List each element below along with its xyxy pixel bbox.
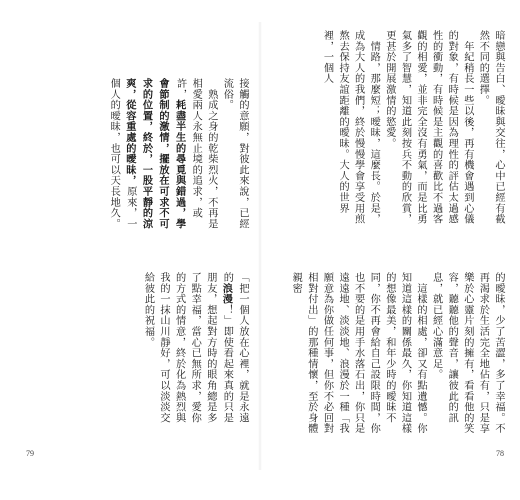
- right-page: [264, 22, 512, 470]
- page-number-left: 79: [26, 449, 34, 458]
- right-page-top-paragraph: 暗戀與告白、曖昧與交往，心中已經有截然不同的選擇。 年紀稍長一些以後，再有機會遇到心儀的對象，有時候是因為理性的評估太過感性的衝動，有時候是主觀的喜歡比不過客觀的相愛，並非完全沒有勇氣，而是比勇氣多了智慧，知道此刻按兵不動的欣賞，更甚於開展激情的慾愛。 情路，那麼短；曖昧，這麼長。於是，成為大人的我們，終於慢慢學會享受用煎熬去保持友誼距離的曖昧。大人的世界裡，一個人: [321, 30, 504, 225]
- left-page-top-paragraph: [108, 78, 250, 234]
- left-page-bottom-paragraph: [110, 272, 250, 432]
- left-bottom-rest: ！」即使看起來真的只是朋友，想起對方時的眼角總是多了點幸福，當心已無所求，愛你的方式的情意，終於化為熱烈與我的一抹山川靜好，可以淡淡交給彼此的祝福。: [142, 272, 233, 424]
- left-bottom-bold-word: 浪漫: [220, 282, 233, 305]
- left-page: [8, 22, 256, 470]
- left-top-bold-phrase: 耗盡半生的尋覓與錯過，學會節制的激情，擺放在可求不可求的位置，終於，一股平靜的涼爽，從容重處的曖昧，: [123, 78, 186, 230]
- left-top-intro: 接觸的意願，對彼此來說，已經流俗。 熟成之身的乾柴烈火，不再是相愛兩人永無止境的追求，或許，: [174, 78, 248, 230]
- left-bottom-quote-start: 「把一個人放在心裡，就是永遠的: [221, 272, 248, 424]
- page-number-right: 78: [496, 449, 504, 458]
- book-gutter: [258, 22, 262, 470]
- right-page-bottom-paragraph: 的曖昧，少了苦澀，多了幸福。不再渴求於生活完全地佔有，只是享樂於心靈片刻的擁有，看看他的笑容，聽聽他的聲音，讓彼此的訊息，就已經心滿意足。 這樣的相處，卻又有點遺憾。你知道這樣的關係最久，你知道這樣的想像最美，和年少時的曖昧不同，你不再會給自己設限時間，你也不要的是用手水落石出，你只是遠遠地、淡淡地、浪漫於一種「我願意為你做任何事，但你不必回對相對付出」的那種情懷，至於身體親密: [290, 272, 504, 434]
- left-top-tail: 原來，一個人的曖昧，也可以天長地久。: [108, 78, 136, 230]
